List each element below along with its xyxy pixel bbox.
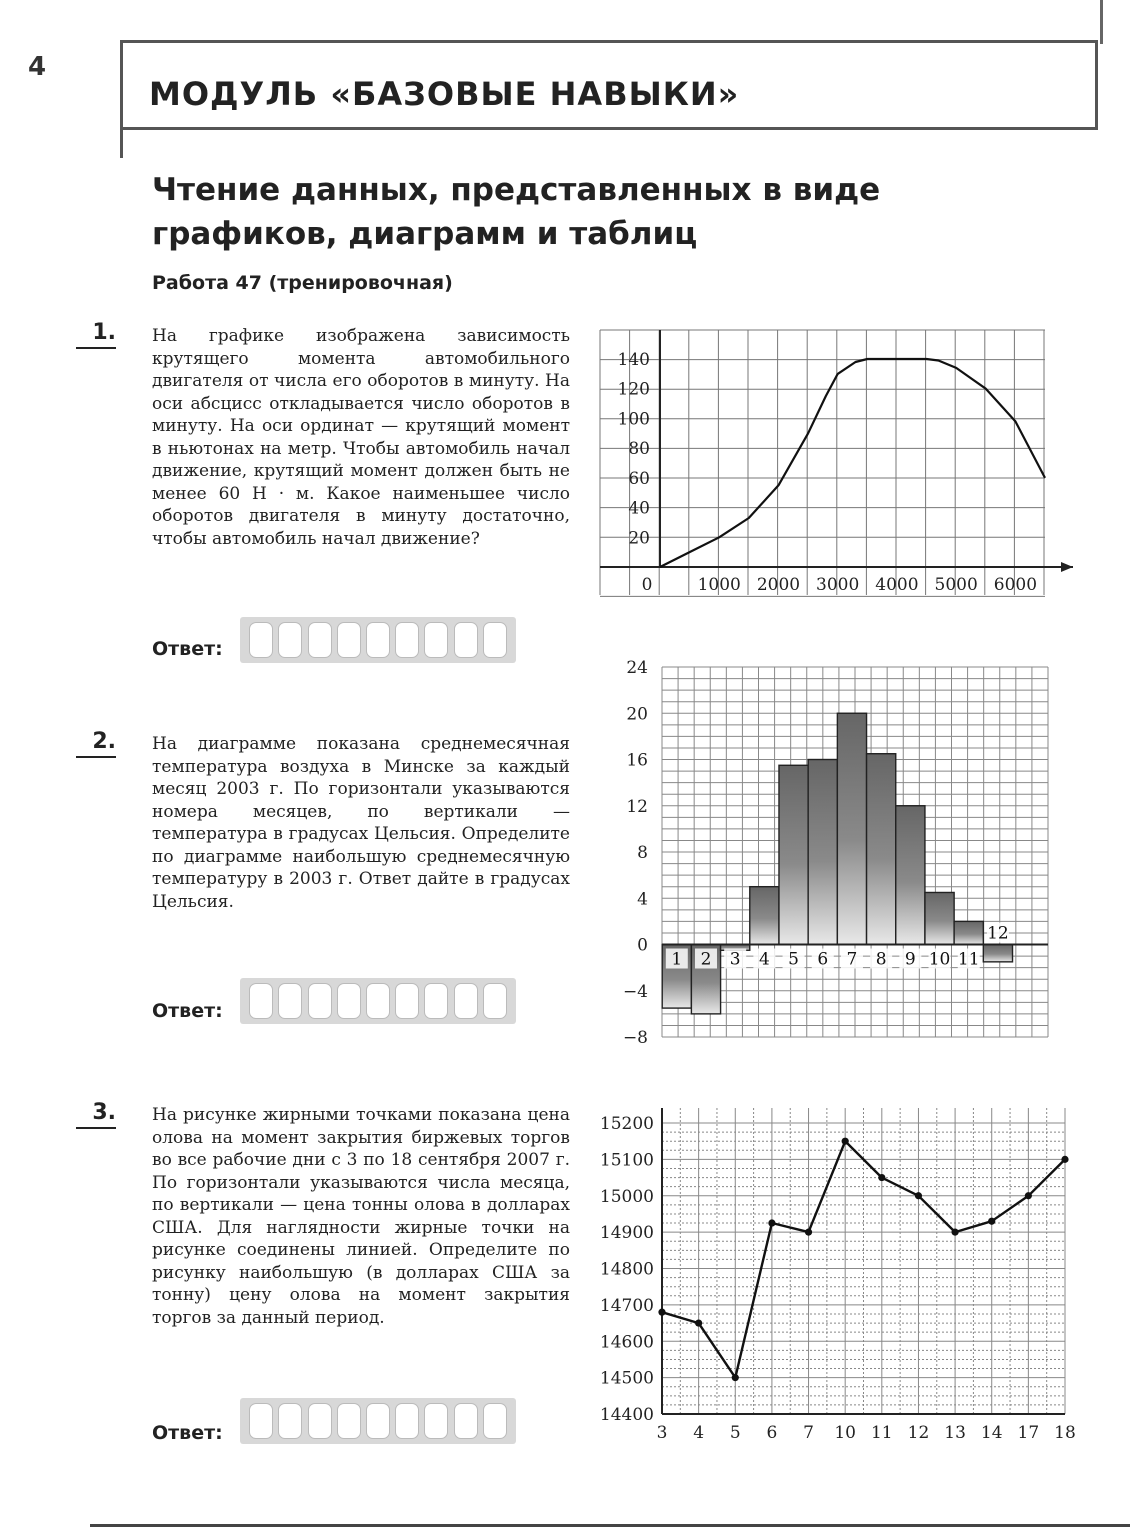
section-title-line-2: графиков, диаграмм и таблиц [152, 216, 698, 252]
x-tick-label: 3 [656, 1423, 668, 1443]
answer-cell[interactable] [337, 983, 361, 1019]
price-point [768, 1219, 775, 1226]
month-label: 8 [875, 949, 887, 970]
answer-cell[interactable] [308, 1403, 332, 1439]
month-label: 1 [671, 949, 683, 970]
month-label: 12 [987, 923, 1009, 944]
answer-cell[interactable] [249, 1403, 273, 1439]
y-tick-label: 0 [637, 935, 648, 956]
bar [750, 887, 779, 945]
y-tick-label: 14400 [599, 1405, 654, 1425]
task-2-answer-field[interactable] [240, 978, 516, 1024]
price-point [1061, 1156, 1068, 1163]
x-tick-label: 7 [803, 1423, 814, 1443]
price-point [842, 1138, 849, 1145]
task-3-answer-field[interactable] [240, 1398, 516, 1444]
price-point [915, 1192, 922, 1199]
y-tick-label: 14800 [599, 1259, 654, 1280]
y-tick-label: 120 [617, 379, 650, 400]
answer-cell[interactable] [308, 622, 332, 658]
answer-cell[interactable] [249, 983, 273, 1019]
month-label: 5 [788, 949, 799, 970]
x-tick-label: 5000 [934, 575, 978, 595]
x-tick-label: 1000 [697, 575, 741, 595]
y-tick-label: 15200 [599, 1114, 654, 1134]
top-rule [1100, 0, 1103, 44]
x-axis-arrow [1061, 562, 1073, 572]
y-tick-label: 24 [626, 658, 648, 678]
month-label: 11 [957, 949, 980, 970]
x-tick-label: 11 [870, 1423, 893, 1443]
bottom-rule [90, 1524, 1130, 1527]
y-tick-label: 14700 [599, 1295, 654, 1316]
y-tick-label: 140 [617, 350, 650, 370]
answer-cell[interactable] [483, 983, 507, 1019]
bar [954, 921, 983, 944]
y-tick-label: 14500 [599, 1368, 654, 1389]
price-point [951, 1229, 958, 1236]
task-2-number: 2. [76, 729, 116, 758]
y-tick-label: 12 [626, 796, 648, 817]
month-label: 4 [758, 949, 770, 970]
x-tick-label: 17 [1017, 1423, 1040, 1443]
task-1-answer-label: Ответ: [152, 638, 223, 660]
bar [983, 945, 1012, 962]
module-header-tail [120, 128, 123, 158]
y-tick-label: 20 [626, 704, 648, 725]
task-3-answer-label: Ответ: [152, 1422, 223, 1444]
y-tick-label: 60 [628, 468, 650, 489]
task-2-text: На диаграмме показана среднемесячная температура воздуха в Минске за каждый месяц 2003 г. По горизонтали указываются номера месяцев, по вертикали — температура в градусах Цельсия. Определите по диаграмме наибольшую среднемесячную температуру в 2003 г. Ответ дайте в градусах Цельсия. [152, 734, 570, 912]
answer-cell[interactable] [249, 622, 273, 658]
torque-chart [595, 325, 1085, 600]
section-title [152, 168, 1052, 256]
month-label: 10 [928, 949, 951, 970]
y-tick-label: 15100 [599, 1150, 654, 1171]
y-tick-label: 16 [626, 750, 648, 771]
answer-cell[interactable] [395, 622, 419, 658]
torque-curve [660, 359, 1045, 567]
x-tick-label: 12 [907, 1423, 930, 1443]
work-title: Работа 47 (тренировочная) [152, 272, 453, 294]
price-point [878, 1174, 885, 1181]
y-tick-label: 14600 [599, 1332, 654, 1353]
answer-cell[interactable] [278, 983, 302, 1019]
task-1-number: 1. [76, 320, 116, 349]
price-point [658, 1309, 665, 1316]
answer-cell[interactable] [308, 983, 332, 1019]
y-tick-label: 20 [628, 528, 650, 549]
month-label: 7 [846, 949, 858, 970]
month-label: 2 [700, 949, 712, 970]
task-1-text: На графике изображена зависимость крутящего момента автомобильного двигателя от числа его оборотов в минуту. На оси абсцисс откладывается число оборотов в минуту. На оси ординат — крутящий момент в ньютонах на метр. Чтобы автомобиль начал движение, крутящий момент должен быть не менее 60 Н · м. Какое наименьшее число оборотов двигателя в минуту достаточно, чтобы автомобиль начал движение? [152, 326, 570, 549]
bar [837, 713, 866, 944]
price-point [988, 1218, 995, 1225]
x-tick-label: 6000 [993, 575, 1038, 595]
bar [896, 806, 925, 945]
y-tick-label: 14900 [599, 1223, 654, 1244]
task-3-number: 3. [76, 1100, 116, 1129]
answer-cell[interactable] [337, 622, 361, 658]
answer-cell[interactable] [337, 1403, 361, 1439]
page-number: 4 [28, 52, 47, 82]
price-point [732, 1374, 739, 1381]
answer-cell[interactable] [278, 1403, 302, 1439]
bar [867, 754, 896, 945]
bar [779, 765, 808, 944]
answer-cell[interactable] [483, 1403, 507, 1439]
x-tick-label: 4 [693, 1423, 705, 1443]
module-title: МОДУЛЬ «БАЗОВЫЕ НАВЫКИ» [149, 75, 740, 113]
answer-cell[interactable] [424, 983, 448, 1019]
price-point [695, 1319, 702, 1326]
month-label: 9 [904, 949, 916, 970]
task-1-answer-field[interactable] [240, 617, 516, 663]
temperature-chart [590, 655, 1060, 1050]
month-label: 3 [729, 949, 741, 970]
y-tick-label: −4 [622, 981, 648, 1002]
answer-cell[interactable] [454, 983, 478, 1019]
section-title-line-1: Чтение данных, представленных в виде [152, 172, 881, 208]
x-tick-label: 3000 [816, 575, 860, 595]
bar [808, 760, 837, 945]
answer-cell[interactable] [424, 1403, 448, 1439]
x-tick-label: 2000 [756, 575, 801, 595]
answer-cell[interactable] [454, 622, 478, 658]
x-tick-label: 0 [641, 575, 653, 595]
answer-cell[interactable] [395, 1403, 419, 1439]
month-label: 6 [817, 949, 829, 970]
task-3-text: На рисунке жирными точками показана цена олова на момент закрытия биржевых торгов во все рабочие дни с 3 по 18 сентября 2007 г. По горизонтали указываются числа месяца, по вертикали — цена тонны олова в долларах США. Для наглядности жирные точки на рисунке соединены линией. Определите по рисунку наибольшую (в долларах США за тонну) цену олова на момент закрытия торгов за данный период. [152, 1105, 570, 1328]
y-tick-label: 8 [637, 843, 648, 863]
x-tick-label: 10 [834, 1423, 857, 1443]
y-tick-label: 80 [628, 439, 650, 460]
x-tick-label: 13 [944, 1423, 966, 1443]
x-tick-label: 5 [729, 1423, 741, 1443]
x-tick-label: 18 [1054, 1423, 1076, 1443]
task-2-answer-label: Ответ: [152, 1000, 223, 1022]
x-tick-label: 14 [980, 1423, 1003, 1443]
answer-cell[interactable] [366, 1403, 390, 1439]
answer-cell[interactable] [424, 622, 448, 658]
y-tick-label: 40 [628, 498, 650, 519]
module-header [120, 40, 1098, 130]
x-tick-label: 6 [766, 1423, 778, 1443]
answer-cell[interactable] [395, 983, 419, 1019]
price-point [805, 1229, 812, 1236]
price-point [1025, 1192, 1032, 1199]
tin-price-chart [590, 1100, 1080, 1445]
answer-cell[interactable] [366, 622, 390, 658]
x-tick-label: 4000 [875, 575, 919, 595]
y-tick-label: −8 [622, 1028, 648, 1048]
answer-cell[interactable] [483, 622, 507, 658]
answer-cell[interactable] [278, 622, 302, 658]
answer-cell[interactable] [366, 983, 390, 1019]
bar [925, 892, 954, 944]
answer-cell[interactable] [454, 1403, 478, 1439]
y-tick-label: 100 [617, 409, 650, 430]
y-tick-label: 15000 [599, 1186, 654, 1207]
y-tick-label: 4 [637, 889, 648, 910]
